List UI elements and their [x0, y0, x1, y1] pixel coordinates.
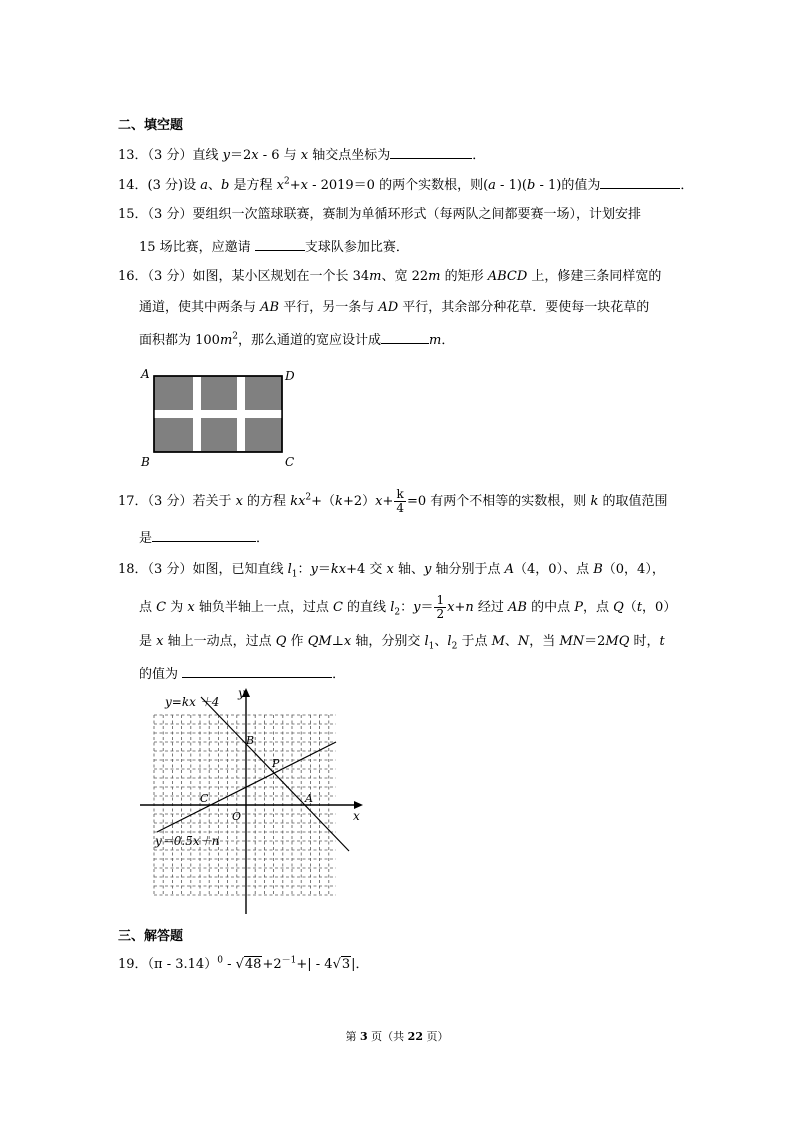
- section-title: 三、解答题: [118, 929, 184, 944]
- horizontal-path: [154, 410, 282, 418]
- line-l1: [201, 697, 349, 851]
- label-point-a: A: [305, 792, 313, 805]
- fraction: $\frac{1}{2}$: [436, 593, 445, 621]
- label-x-axis: x: [353, 809, 360, 823]
- vertical-path-1: [193, 377, 201, 451]
- question-16-line1: 16．（3 分）如图，某小区规划在一个长 34m、宽 22m 的矩形 ABCD 上，修建三条同样宽的: [118, 269, 662, 284]
- question-14: 14．(3 分)设 a、b 是方程 $x^2+x - 2019=0$ 的两个实数根，则(a - 1)(b - 1)的值为 ．: [118, 176, 694, 193]
- answer-blank: [255, 237, 305, 251]
- question-15-line2: 15 场比赛，应邀请 支球队参加比赛．: [139, 237, 409, 257]
- vertical-path-2: [237, 377, 245, 451]
- question-18-line3: 是 x 轴上一动点，过点 Q 作 QM⊥x 轴，分别交 $l_1$、$l_2$ 于点 M、N，当 MN＝2MQ 时，t: [139, 634, 665, 652]
- label-d: D: [285, 369, 295, 383]
- question-16-line2: 通道，使其中两条与 AB 平行，另一条与 AD 平行，其余部分种花草．要使每一块花草的: [139, 300, 650, 315]
- label-l2-equation: y＝0.5x＋n: [155, 834, 220, 848]
- fraction: $\frac{k}{4}$: [396, 487, 404, 515]
- question-18-line1: 18．（3 分）如图，已知直线 $l_1$：y＝kx+4 交 x 轴、y 轴分别于点 A（4，0）、点 B（0，4），: [118, 562, 665, 580]
- label-point-c: C: [200, 792, 209, 805]
- rectangle-figure: [138, 362, 308, 474]
- answer-blank: [600, 175, 680, 189]
- question-17-line1: 17．（3 分）若关于 x 的方程 $kx^2+(k+2)x+$ $\frac{k}{4}$ =0 有两个不相等的实数根，则 k 的取值范围: [118, 487, 668, 515]
- label-l1-equation: y=kx ＋4: [165, 695, 220, 709]
- question-19: 19．$(\pi - 3.14)^0 - √48+2^{-1}+| - 4√3|$．: [118, 955, 369, 972]
- answer-blank: [182, 664, 332, 678]
- label-point-b: B: [246, 734, 255, 747]
- label-a: A: [141, 367, 150, 381]
- label-origin: O: [232, 810, 242, 823]
- answer-blank: [390, 145, 472, 159]
- coordinate-graph: [135, 684, 375, 919]
- label-c: C: [285, 455, 295, 469]
- page-footer: 第 3 页（共 22 页）: [345, 1030, 449, 1043]
- question-18-line4: 的值为 ．: [139, 664, 345, 684]
- question-17-line2: 是 ．: [139, 528, 269, 548]
- answer-blank: [381, 330, 429, 344]
- label-point-p: P: [272, 757, 280, 770]
- section-title: 二、填空题: [118, 118, 184, 133]
- label-y-axis: y: [238, 686, 245, 700]
- question-13: 13．（3 分）直线 y＝2x - 6 与 x 轴交点坐标为 ．: [118, 145, 485, 165]
- question-18-line2: 点 C 为 x 轴负半轴上一点，过点 C 的直线 $l_2$：y＝ $\frac{1}{2}$ x+n 经过 AB 的中点 P，点 Q（t，0）: [139, 593, 677, 621]
- label-b: B: [141, 455, 150, 469]
- answer-blank: [152, 528, 256, 542]
- x-axis-arrow: [354, 801, 363, 809]
- question-16-line3: 面积都为 $100m^2$，那么通道的宽应设计成 m．: [139, 331, 455, 348]
- question-15-line1: 15．（3 分）要组织一次篮球联赛，赛制为单循环形式（每两队之间都要赛一场），计划安排: [118, 207, 641, 222]
